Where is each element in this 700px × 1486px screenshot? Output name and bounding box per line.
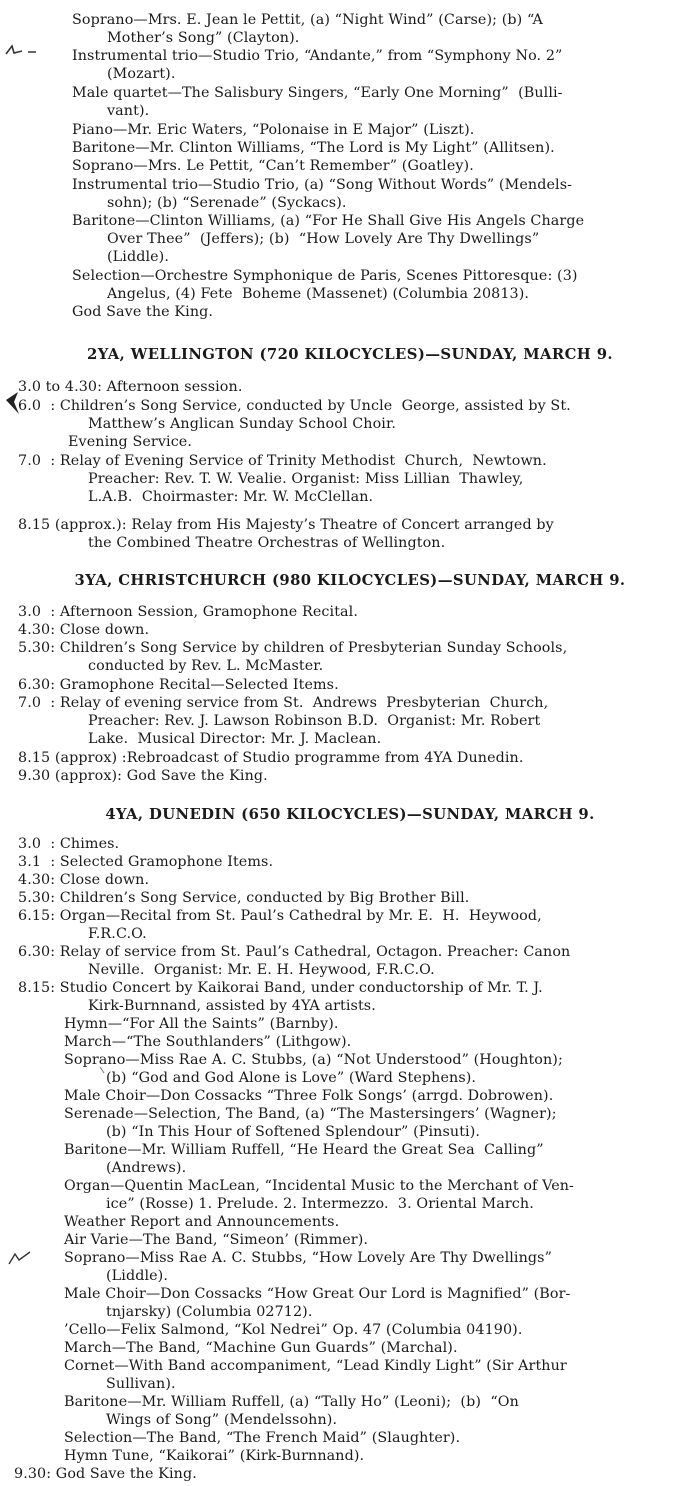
schedule-line: Air Varie—The Band, “Simeon’ (Rimmer). — [64, 1232, 369, 1248]
programme-line: Selection—Orchestre Symphonique de Paris, Scenes Pittoresque: (3) — [72, 268, 578, 284]
schedule-line: Serenade—Selection, The Band, (a) “The Mastersingers’ (Wagner); — [64, 1106, 557, 1122]
programme-line: Soprano—Mrs. E. Jean le Pettit, (a) “Night Wind” (Carse); (b) “A — [72, 12, 543, 28]
schedule-line: 3.0 to 4.30: Afternoon session. — [18, 379, 243, 395]
programme-line: Angelus, (4) Fete Boheme (Massenet) (Columbia 20813). — [107, 286, 530, 302]
schedule-line: Hymn Tune, “Kaikorai” (Kirk-Burnnand). — [64, 1448, 365, 1464]
schedule-line: 6.0 : Children’s Song Service, conducted by Uncle George, assisted by St. — [18, 398, 571, 414]
schedule-line: (Liddle). — [106, 1268, 169, 1284]
schedule-line: Baritone—Mr. William Ruffell, (a) “Tally Ho” (Leoni); (b) “On — [64, 1394, 519, 1410]
schedule-line: ’Cello—Felix Salmond, “Kol Nedrei” Op. 47 (Columbia 04190). — [64, 1322, 523, 1338]
margin-tick-icon — [98, 1065, 106, 1077]
schedule-line: (b) “In This Hour of Softened Splendour” (Pinsuti). — [106, 1124, 481, 1140]
schedule-line: 7.0 : Relay of Evening Service of Trinity Methodist Church, Newtown. — [18, 453, 547, 469]
programme-line: vant). — [107, 103, 150, 119]
schedule-line: Weather Report and Announcements. — [64, 1214, 340, 1230]
schedule-line: Preacher: Rev. T. W. Vealie. Organist: Miss Lillian Thawley, — [88, 471, 524, 487]
margin-arrow-icon — [2, 388, 22, 418]
schedule-line: 8.15 (approx.): Relay from His Majesty’s Theatre of Concert arranged by — [18, 517, 554, 533]
programme-line: Instrumental trio—Studio Trio, (a) “Song Without Words” (Mendels- — [72, 177, 573, 193]
programme-line: God Save the King. — [72, 304, 214, 320]
schedule-line: Soprano—Miss Rae A. C. Stubbs, (a) “Not Understood” (Houghton); — [64, 1052, 563, 1068]
programme-line: sohn); (b) “Serenade” (Syckacs). — [107, 195, 347, 211]
programme-line: Soprano—Mrs. Le Pettit, “Can’t Remember” (Goatley). — [72, 158, 474, 174]
schedule-line: conducted by Rev. L. McMaster. — [88, 658, 324, 674]
schedule-line: Wings of Song” (Mendelssohn). — [106, 1412, 338, 1428]
margin-mark-icon — [2, 38, 42, 60]
schedule-line: the Combined Theatre Orchestras of Wellington. — [88, 535, 446, 551]
schedule-line: 9.30 (approx): God Save the King. — [18, 768, 268, 784]
programme-line: Baritone—Mr. Clinton Williams, “The Lord is My Light” (Allitsen). — [72, 140, 555, 156]
programme-line: Instrumental trio—Studio Trio, “Andante,” from “Symphony No. 2” — [72, 48, 563, 64]
schedule-line: (b) “God and God Alone is Love” (Ward Stephens). — [106, 1070, 477, 1086]
schedule-line: ice” (Rosse) 1. Prelude. 2. Intermezzo. 3. Oriental March. — [106, 1196, 534, 1212]
section-heading: 4YA, DUNEDIN (650 KILOCYCLES)—SUNDAY, MARCH 9. — [105, 806, 595, 823]
schedule-line: Male Choir—Don Cossacks “How Great Our Lord is Magnified” (Bor- — [64, 1286, 571, 1302]
schedule-line: 6.15: Organ—Recital from St. Paul’s Cathedral by Mr. E. H. Heywood, — [18, 908, 542, 924]
schedule-line: 3.0 : Chimes. — [18, 836, 120, 852]
schedule-line: 3.0 : Afternoon Session, Gramophone Recital. — [18, 604, 358, 620]
schedule-line: Male Choir—Don Cossacks “Three Folk Songs’ (arrgd. Dobrowen). — [64, 1088, 554, 1104]
section-heading: 2YA, WELLINGTON (720 KILOCYCLES)—SUNDAY, MARCH 9. — [87, 346, 613, 363]
schedule-line: 5.30: Children’s Song Service, conducted by Big Brother Bill. — [18, 890, 470, 906]
schedule-line: 8.15: Studio Concert by Kaikorai Band, under conductorship of Mr. T. J. — [18, 980, 543, 996]
section-heading: 3YA, CHRISTCHURCH (980 KILOCYCLES)—SUNDAY, MARCH 9. — [74, 572, 626, 589]
programme-line: (Liddle). — [107, 249, 170, 265]
schedule-line: 7.0 : Relay of evening service from St. Andrews Presbyterian Church, — [18, 695, 549, 711]
schedule-line: Sullivan). — [106, 1376, 176, 1392]
schedule-line: 3.1 : Selected Gramophone Items. — [18, 854, 274, 870]
schedule-line: Cornet—With Band accompaniment, “Lead Kindly Light” (Sir Arthur — [64, 1358, 567, 1374]
schedule-line: 9.30: God Save the King. — [14, 1466, 197, 1482]
schedule-line: Baritone—Mr. William Ruffell, “He Heard the Great Sea Calling” — [64, 1142, 544, 1158]
schedule-line: 5.30: Children’s Song Service by children of Presbyterian Sunday Schools, — [18, 640, 568, 656]
schedule-line: 4.30: Close down. — [18, 872, 150, 888]
schedule-line: 6.30: Gramophone Recital—Selected Items. — [18, 677, 339, 693]
schedule-line: Organ—Quentin MacLean, “Incidental Music to the Merchant of Ven- — [64, 1178, 574, 1194]
schedule-line: Selection—The Band, “The French Maid” (Slaughter). — [64, 1430, 461, 1446]
schedule-line: Preacher: Rev. J. Lawson Robinson B.D. Organist: Mr. Robert — [88, 713, 541, 729]
schedule-line: Hymn—“For All the Saints” (Barnby). — [64, 1016, 339, 1032]
schedule-line: 6.30: Relay of service from St. Paul’s Cathedral, Octagon. Preacher: Canon — [18, 944, 571, 960]
schedule-line: 4.30: Close down. — [18, 622, 150, 638]
schedule-line: Evening Service. — [68, 434, 193, 450]
schedule-line: Soprano—Miss Rae A. C. Stubbs, “How Lovely Are Thy Dwellings” — [64, 1250, 552, 1266]
schedule-line: F.R.C.O. — [88, 926, 147, 942]
schedule-line: Lake. Musical Director: Mr. J. Maclean. — [88, 731, 382, 747]
schedule-line: March—The Band, “Machine Gun Guards” (Marchal). — [64, 1340, 458, 1356]
schedule-line: Kirk-Burnnand, assisted by 4YA artists. — [88, 998, 376, 1014]
programme-line: Male quartet—The Salisbury Singers, “Early One Morning” (Bulli- — [72, 85, 563, 101]
margin-check-icon — [6, 1246, 34, 1272]
schedule-line: Matthew’s Anglican Sunday School Choir. — [88, 416, 396, 432]
schedule-line: (Andrews). — [106, 1160, 187, 1176]
programme-line: Mother’s Song” (Clayton). — [107, 30, 300, 46]
programme-line: (Mozart). — [107, 66, 176, 82]
schedule-line: March—“The Southlanders” (Lithgow). — [64, 1034, 352, 1050]
programme-line: Over Thee” (Jeffers); (b) “How Lovely Are Thy Dwellings” — [107, 231, 540, 247]
schedule-line: tnjarsky) (Columbia 02712). — [106, 1304, 313, 1320]
schedule-line: L.A.B. Choirmaster: Mr. W. McClellan. — [88, 489, 374, 505]
schedule-line: 8.15 (approx) :Rebroadcast of Studio programme from 4YA Dunedin. — [18, 750, 524, 766]
programme-line: Piano—Mr. Eric Waters, “Polonaise in E Major” (Liszt). — [72, 122, 475, 138]
programme-line: Baritone—Clinton Williams, (a) “For He Shall Give His Angels Charge — [72, 213, 585, 229]
schedule-line: Neville. Organist: Mr. E. H. Heywood, F.R.C.O. — [88, 962, 435, 978]
